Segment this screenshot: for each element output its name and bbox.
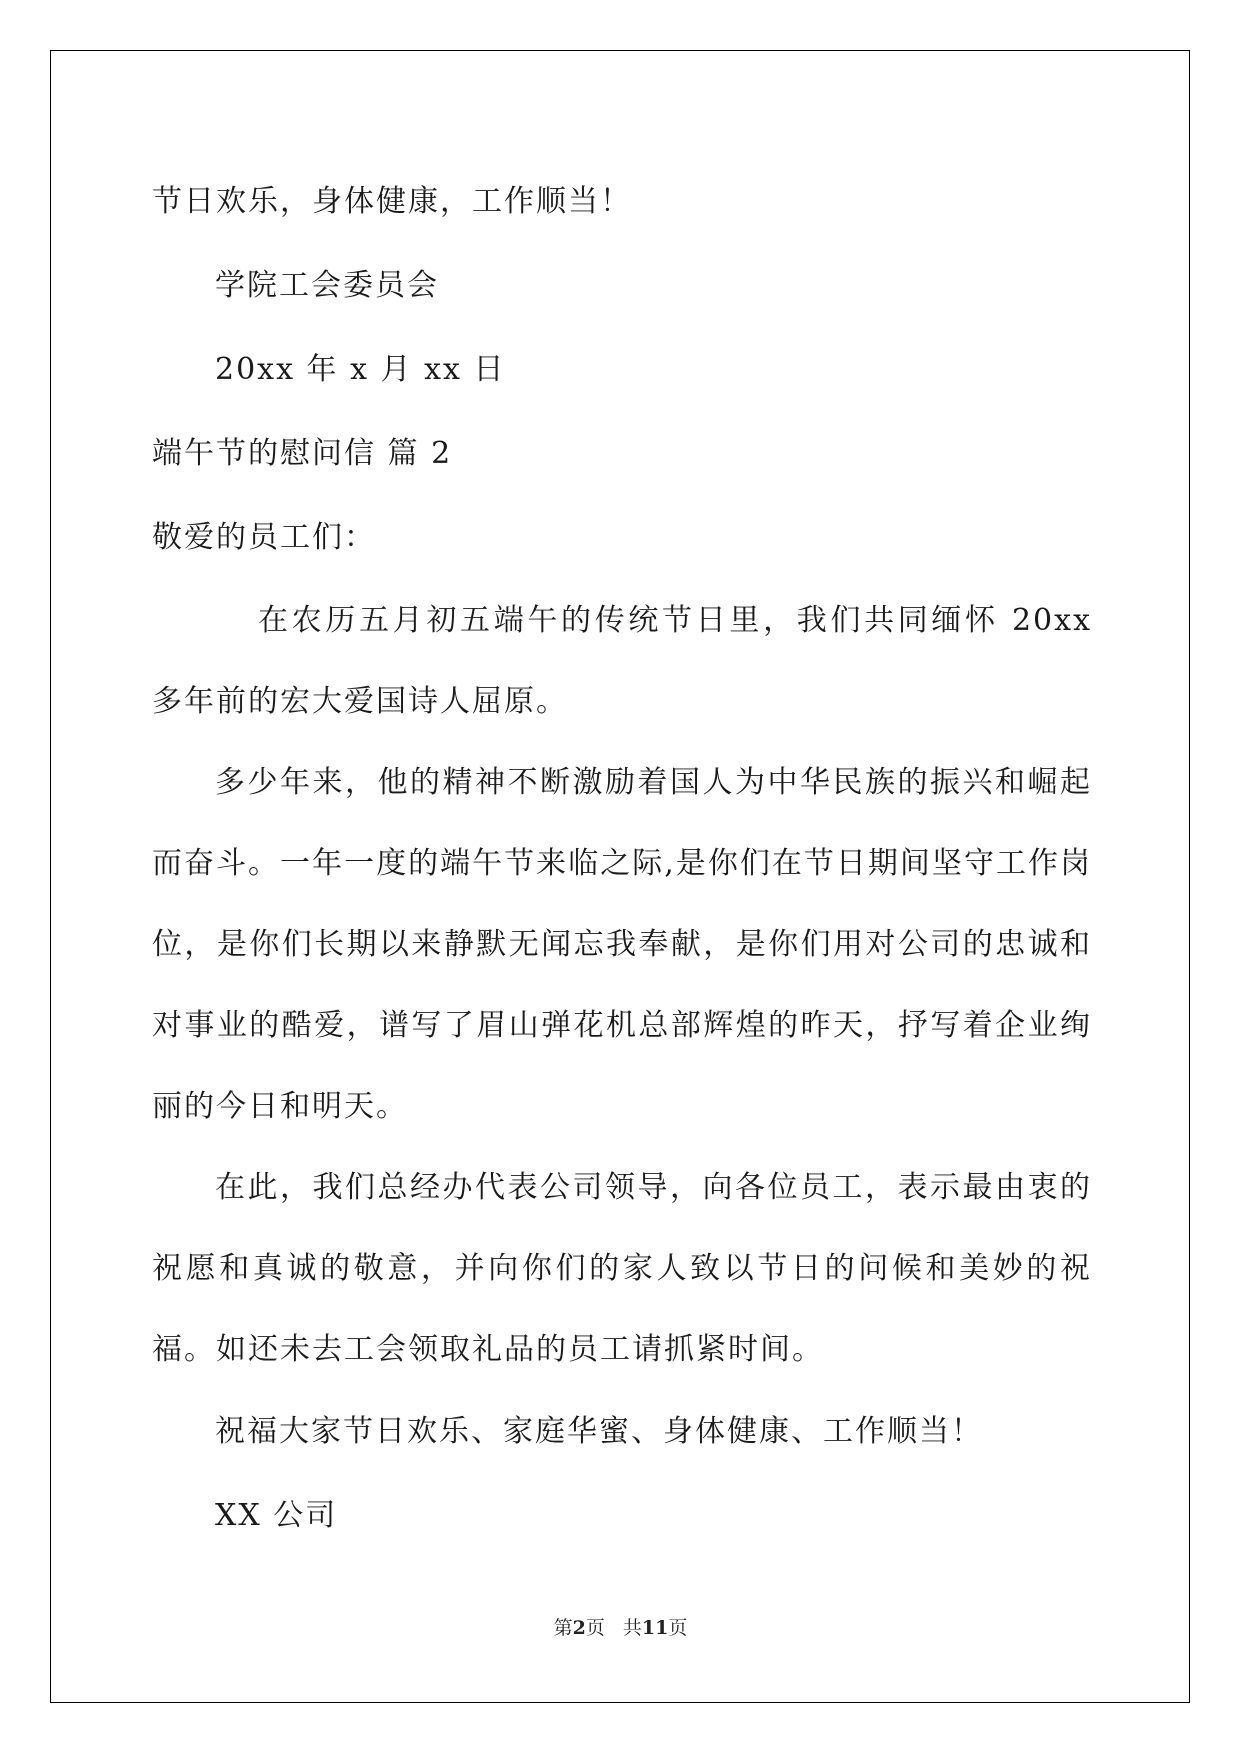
paragraph-3	[152, 1147, 1092, 1390]
page-footer	[0, 1613, 1241, 1640]
salutation: 敬爱的员工们：	[152, 520, 376, 555]
page-number: 2	[572, 1617, 586, 1639]
total-prefix: 共	[622, 1617, 642, 1639]
total-suffix: 页	[668, 1617, 688, 1639]
total-pages: 11	[641, 1617, 669, 1639]
paragraph-text: 多少年来，他的精神不断激励着国人为中华民族的振兴和崛起而奋斗。一年一度的端午节来临之际,是你们在节日期间坚守工作岗位，是你们长期以来静默无闻忘我奉献，是你们用对公司的忠诚和对事业的酷爱，谱写了眉山弹花机总部辉煌的昨天，抒写着企业绚丽的今日和明天。	[152, 765, 1092, 1124]
signature-union: 学院工会委员会	[215, 268, 439, 303]
page-suffix: 页	[585, 1617, 605, 1639]
paragraph-2	[152, 742, 1092, 1147]
page-prefix: 第	[553, 1617, 573, 1639]
paragraph-text: 在此，我们总经办代表公司领导，向各位员工，表示最由衷的祝愿和真诚的敬意，并向你们的家人致以节日的问候和美妙的祝福。如还未去工会领取礼品的员工请抓紧时间。	[152, 1170, 1092, 1367]
date-line: 20xx 年 x 月 xx 日	[215, 352, 506, 387]
signature-company: XX 公司	[215, 1498, 338, 1533]
greeting-line: 节日欢乐，身体健康，工作顺当！	[152, 184, 632, 219]
closing-line: 祝福大家节日欢乐、家庭华蜜、身体健康、工作顺当！	[215, 1414, 983, 1449]
section-heading: 端午节的慰问信 篇 2	[152, 436, 453, 471]
paragraph-text: 在农历五月初五端午的传统节日里，我们共同缅怀 20xx 多年前的宏大爱国诗人屈原。	[152, 603, 1092, 719]
paragraph-1	[152, 580, 1092, 742]
letter-body	[152, 160, 1092, 1558]
